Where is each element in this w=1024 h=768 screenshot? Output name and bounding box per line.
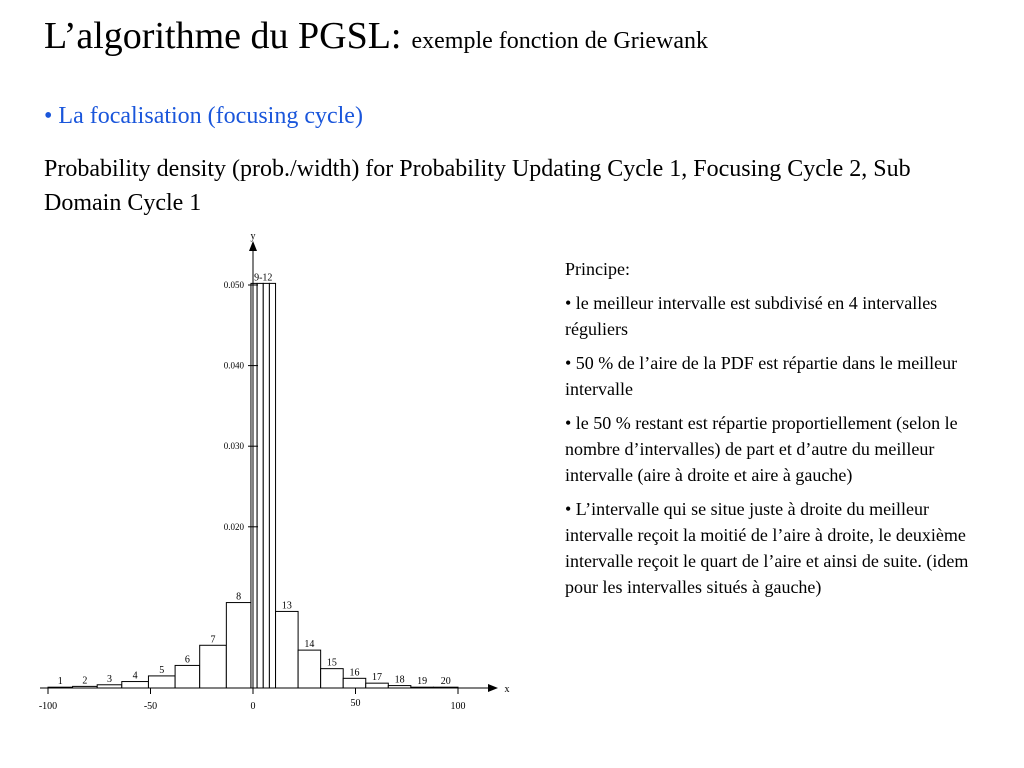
- y-tick-label-2: 0.040: [223, 360, 244, 371]
- bar-label-4: 4: [132, 670, 138, 682]
- y-tick-label-1: 0.030: [223, 441, 244, 452]
- bar-label-17: 17: [372, 672, 383, 684]
- bar-label-3: 3: [107, 673, 112, 685]
- bar-label-20: 20: [440, 676, 451, 687]
- principle-panel: [565, 256, 985, 608]
- bar-label-19: 19: [417, 676, 428, 687]
- bar-label-5: 5: [159, 664, 165, 676]
- slide-title: [44, 14, 708, 58]
- y-axis-arrow: [249, 241, 257, 251]
- x-tick-label-100: 100: [450, 701, 466, 712]
- bar-label-16: 16: [349, 667, 360, 679]
- principle-bullet-3: • le 50 % restant est répartie proportiellement (selon le nombre d’intervalles) de part et d’autre du meilleur intervalle (aire à droite et aire à gauche): [565, 413, 958, 485]
- title-main: L’algorithme du PGSL:: [44, 15, 402, 57]
- principle-bullet-4: • L’intervalle qui se situe juste à droite du meilleur intervalle reçoit la moitié de l’aire à droite, le deuxième intervalle reçoit le quart de l’aire et ainsi de suite. (idem pour les intervalles situés à gauche): [565, 499, 969, 597]
- x-axis-arrow: [488, 684, 498, 692]
- principle-bullet-1: • le meilleur intervalle est subdivisé en 4 intervalles réguliers: [565, 293, 938, 339]
- x-tick-label-0: 0: [250, 701, 256, 712]
- bar-11: [263, 283, 269, 688]
- title-sub: exemple fonction de Griewank: [411, 28, 709, 54]
- y-tick-label-3: 0.050: [223, 280, 244, 290]
- bar-label-15: 15: [326, 657, 337, 669]
- x-tick-label--50: -50: [143, 701, 158, 712]
- bar-label-18: 18: [394, 674, 405, 686]
- y-tick-label-0: 0.020: [223, 521, 244, 532]
- bar-16: [343, 678, 366, 688]
- bar-13: [276, 611, 299, 688]
- bar-12: [269, 283, 275, 688]
- bar-17: [366, 683, 389, 688]
- bar-label-2: 2: [82, 675, 88, 687]
- x-tick-label-50: 50: [350, 698, 361, 709]
- bar-label-1: 1: [57, 676, 63, 687]
- section-bullet: • La focalisation (focusing cycle): [44, 103, 363, 129]
- principle-heading: Principe:: [565, 259, 630, 279]
- pdf-histogram-chart: [0, 225, 530, 725]
- bar-label-7: 7: [210, 634, 216, 646]
- bar-8: [226, 603, 251, 688]
- bar-6: [175, 665, 200, 688]
- bar-14: [298, 650, 321, 688]
- principle-bullet-2: • 50 % de l’aire de la PDF est répartie dans le meilleur intervalle: [565, 353, 958, 399]
- bar-label-14: 14: [304, 639, 315, 651]
- bar-15: [321, 669, 344, 688]
- bar-group-label: 9-12: [254, 272, 273, 284]
- x-tick-label--100: -100: [38, 701, 58, 712]
- bar-10: [257, 283, 263, 688]
- bar-7: [200, 645, 227, 688]
- chart-description: Probability density (prob./width) for Probability Updating Cycle 1, Focusing Cycle 2, Sub Domain Cycle 1: [44, 156, 911, 216]
- bar-9: [251, 283, 257, 688]
- x-axis-label: x: [504, 684, 510, 695]
- bar-label-8: 8: [236, 591, 242, 603]
- bar-4: [122, 682, 149, 688]
- y-axis-label: y: [250, 231, 256, 242]
- bar-label-6: 6: [184, 654, 190, 666]
- bar-5: [148, 676, 175, 688]
- bar-label-13: 13: [281, 600, 292, 612]
